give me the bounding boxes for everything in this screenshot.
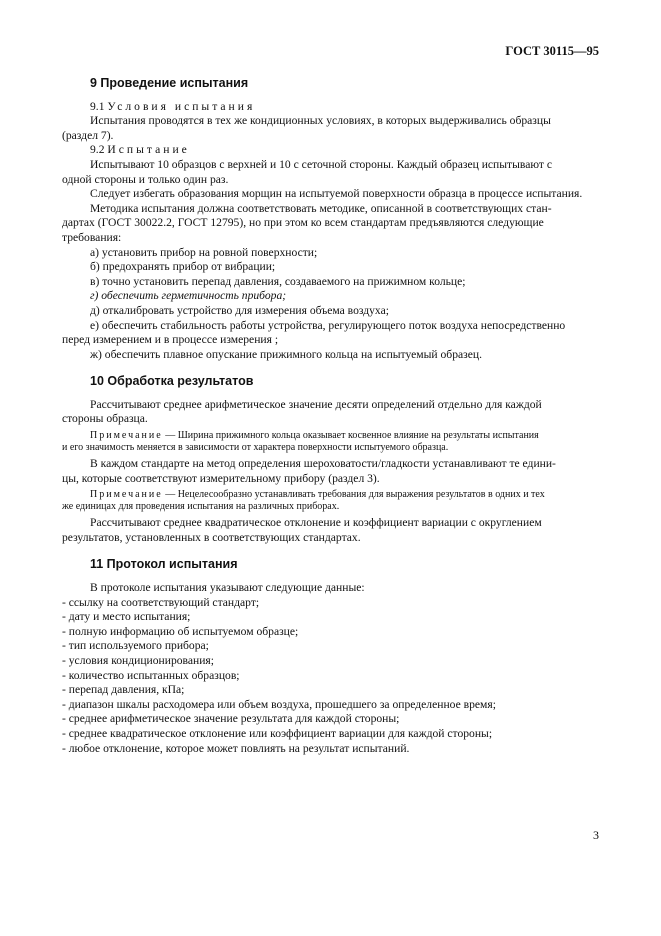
list-item: - любое отклонение, которое может повлиять на результат испытаний.: [62, 741, 410, 755]
requirement-g: ж) обеспечить плавное опускание прижимного кольца на испытуемый образец.: [90, 347, 482, 361]
paragraph-9-1: Испытания проводятся в тех же кондиционных условиях, в которых выдерживались образцы: [90, 114, 551, 128]
paragraph-10-1: Рассчитывают среднее арифметическое значение десяти определений отдельно для каждой: [90, 397, 542, 411]
section-11-title: 11 Протокол испытания: [90, 557, 238, 572]
document-header: ГОСТ 30115—95: [505, 44, 599, 58]
subsection-9-1-heading: 9.1 Условия испытания: [90, 99, 256, 113]
page-number: 3: [593, 828, 599, 842]
note-2: Примечание — Нецелесообразно устанавливать требования для выражения результатов в одних и тех же единицах для проведения испытания на различных приборах.: [62, 489, 545, 513]
section-10-title: 10 Обработка результатов: [90, 374, 254, 389]
paragraph-10-3: Рассчитывают среднее квадратическое отклонение и коэффициент вариации с округлением: [90, 516, 542, 530]
list-item: - тип используемого прибора;: [62, 639, 209, 653]
list-item: - перепад давления, кПа;: [62, 683, 185, 697]
list-item: - условия кондиционирования;: [62, 654, 214, 667]
requirement-d: г) обеспечить герметичность прибора;: [90, 289, 287, 303]
page-content: 9 Проведение испытания 9.1 Условия испытания Испытания проводятся в тех же кондиционных условиях, в которых выдерживались образцы (раздел 7). 9.2 Испытание Испытывают 10 образцов с верхней и 10 с сеточной стороны. Каждый образец испытывают с одной стороны и только один раз. Следует избегать образования морщин на испытуемой поверхности образца в процессе испытания. Методика испытания должна соответствовать методике, описанной в соответствующих стан- дартах (ГОСТ 30022.2, ГОСТ 12795), но при этом ко всем стандартам предъявляются следующие требования: а) установить прибор на ровной поверхности; б) предохранять прибор от вибрации; в) точно установить перепад давления, создаваемого на прижимном кольце; г) обеспечить герметичность прибора; д) откалибровать устройство для измерения объема воздуха; е) обеспечить стабильность работы устройства, регулирующего поток воздуха непосредственно перед измерением и в процессе измерения ; ж) обеспечить плавное опускание прижимного кольца на испытуемый образец. 10 Обработка результатов Рассчитывают среднее арифметическое значение десяти определений отдельно для каждой стороны образца. Примечание — Ширина прижимного кольца оказывает косвенное влияние на результаты испытания и его значимость меняется в зависимости от характера поверхности испытуемого образца. В каждом стандарте на метод определения шероховатости/гладкости устанавливают те едини- цы, которые соответствуют измерительному прибору (раздел 3). Примечание — Нецелесообразно устанавливать требования для выражения результатов в одних и тех же единицах для проведения испытания на различных приборах. Рассчитывают среднее квадратическое отклонение и коэффициент вариации с округлением результатов, установленных в соответствующих стандартах. 11 Протокол испытания В протоколе испытания указывают следующие данные: - ссылку на соответствующий стандарт; - дату и место испытания; - полную информацию об испытуемом образце; - тип используемого прибора; - условия кондиционирования; - количество испытанных образцов; - перепад давления, кПа; - диапазон шкалы расходомера или объем воздуха, прошедшего за определенное время; - среднее арифметическое значение результата для каждой стороны; - среднее квадратическое отклонение или коэффициент вариации для каждой стороны; - любое отклонение, которое может повлиять на результат испытаний.: [90, 76, 600, 756]
requirement-f: е) обеспечить стабильность работы устройства, регулирующего поток воздуха непосредственно: [90, 318, 566, 332]
protocol-list: [62, 596, 600, 757]
requirement-a: а) установить прибор на ровной поверхности;: [90, 245, 318, 259]
list-item: - ссылку на соответствующий стандарт;: [62, 595, 260, 609]
paragraph-avoid-wrinkles: Следует избегать образования морщин на испытуемой поверхности образца в процессе испытания.: [90, 187, 583, 201]
paragraph-9-2: Испытывают 10 образцов с верхней и 10 с сеточной стороны. Каждый образец испытывают с: [90, 157, 552, 171]
paragraph-method: Методика испытания должна соответствовать методике, описанной в соответствующих стан-: [90, 201, 552, 215]
list-item: - количество испытанных образцов;: [62, 668, 240, 682]
list-item: - среднее арифметическое значение результата для каждой стороны;: [62, 712, 400, 726]
paragraph-11-intro: В протоколе испытания указывают следующие данные:: [90, 581, 365, 595]
requirement-e: д) откалибровать устройство для измерения объема воздуха;: [90, 303, 389, 317]
paragraph-10-2: В каждом стандарте на метод определения шероховатости/гладкости устанавливают те едини-: [90, 457, 556, 471]
note-1: Примечание — Ширина прижимного кольца оказывает косвенное влияние на результаты испытания и его значимость меняется в зависимости от характера поверхности испытуемого образца.: [62, 430, 539, 454]
section-9-title: 9 Проведение испытания: [90, 76, 249, 90]
requirement-b: б) предохранять прибор от вибрации;: [90, 260, 276, 274]
requirement-c: в) точно установить перепад давления, создаваемого на прижимном кольце;: [90, 274, 466, 288]
list-item: - полную информацию об испытуемом образце;: [62, 624, 299, 638]
subsection-9-2-heading: 9.2 Испытание: [90, 143, 190, 157]
list-item: - среднее квадратическое отклонение или коэффициент вариации для каждой стороны;: [62, 726, 493, 740]
list-item: - диапазон шкалы расходомера или объем воздуха, прошедшего за определенное время;: [62, 697, 496, 711]
list-item: - дату и место испытания;: [62, 610, 191, 624]
